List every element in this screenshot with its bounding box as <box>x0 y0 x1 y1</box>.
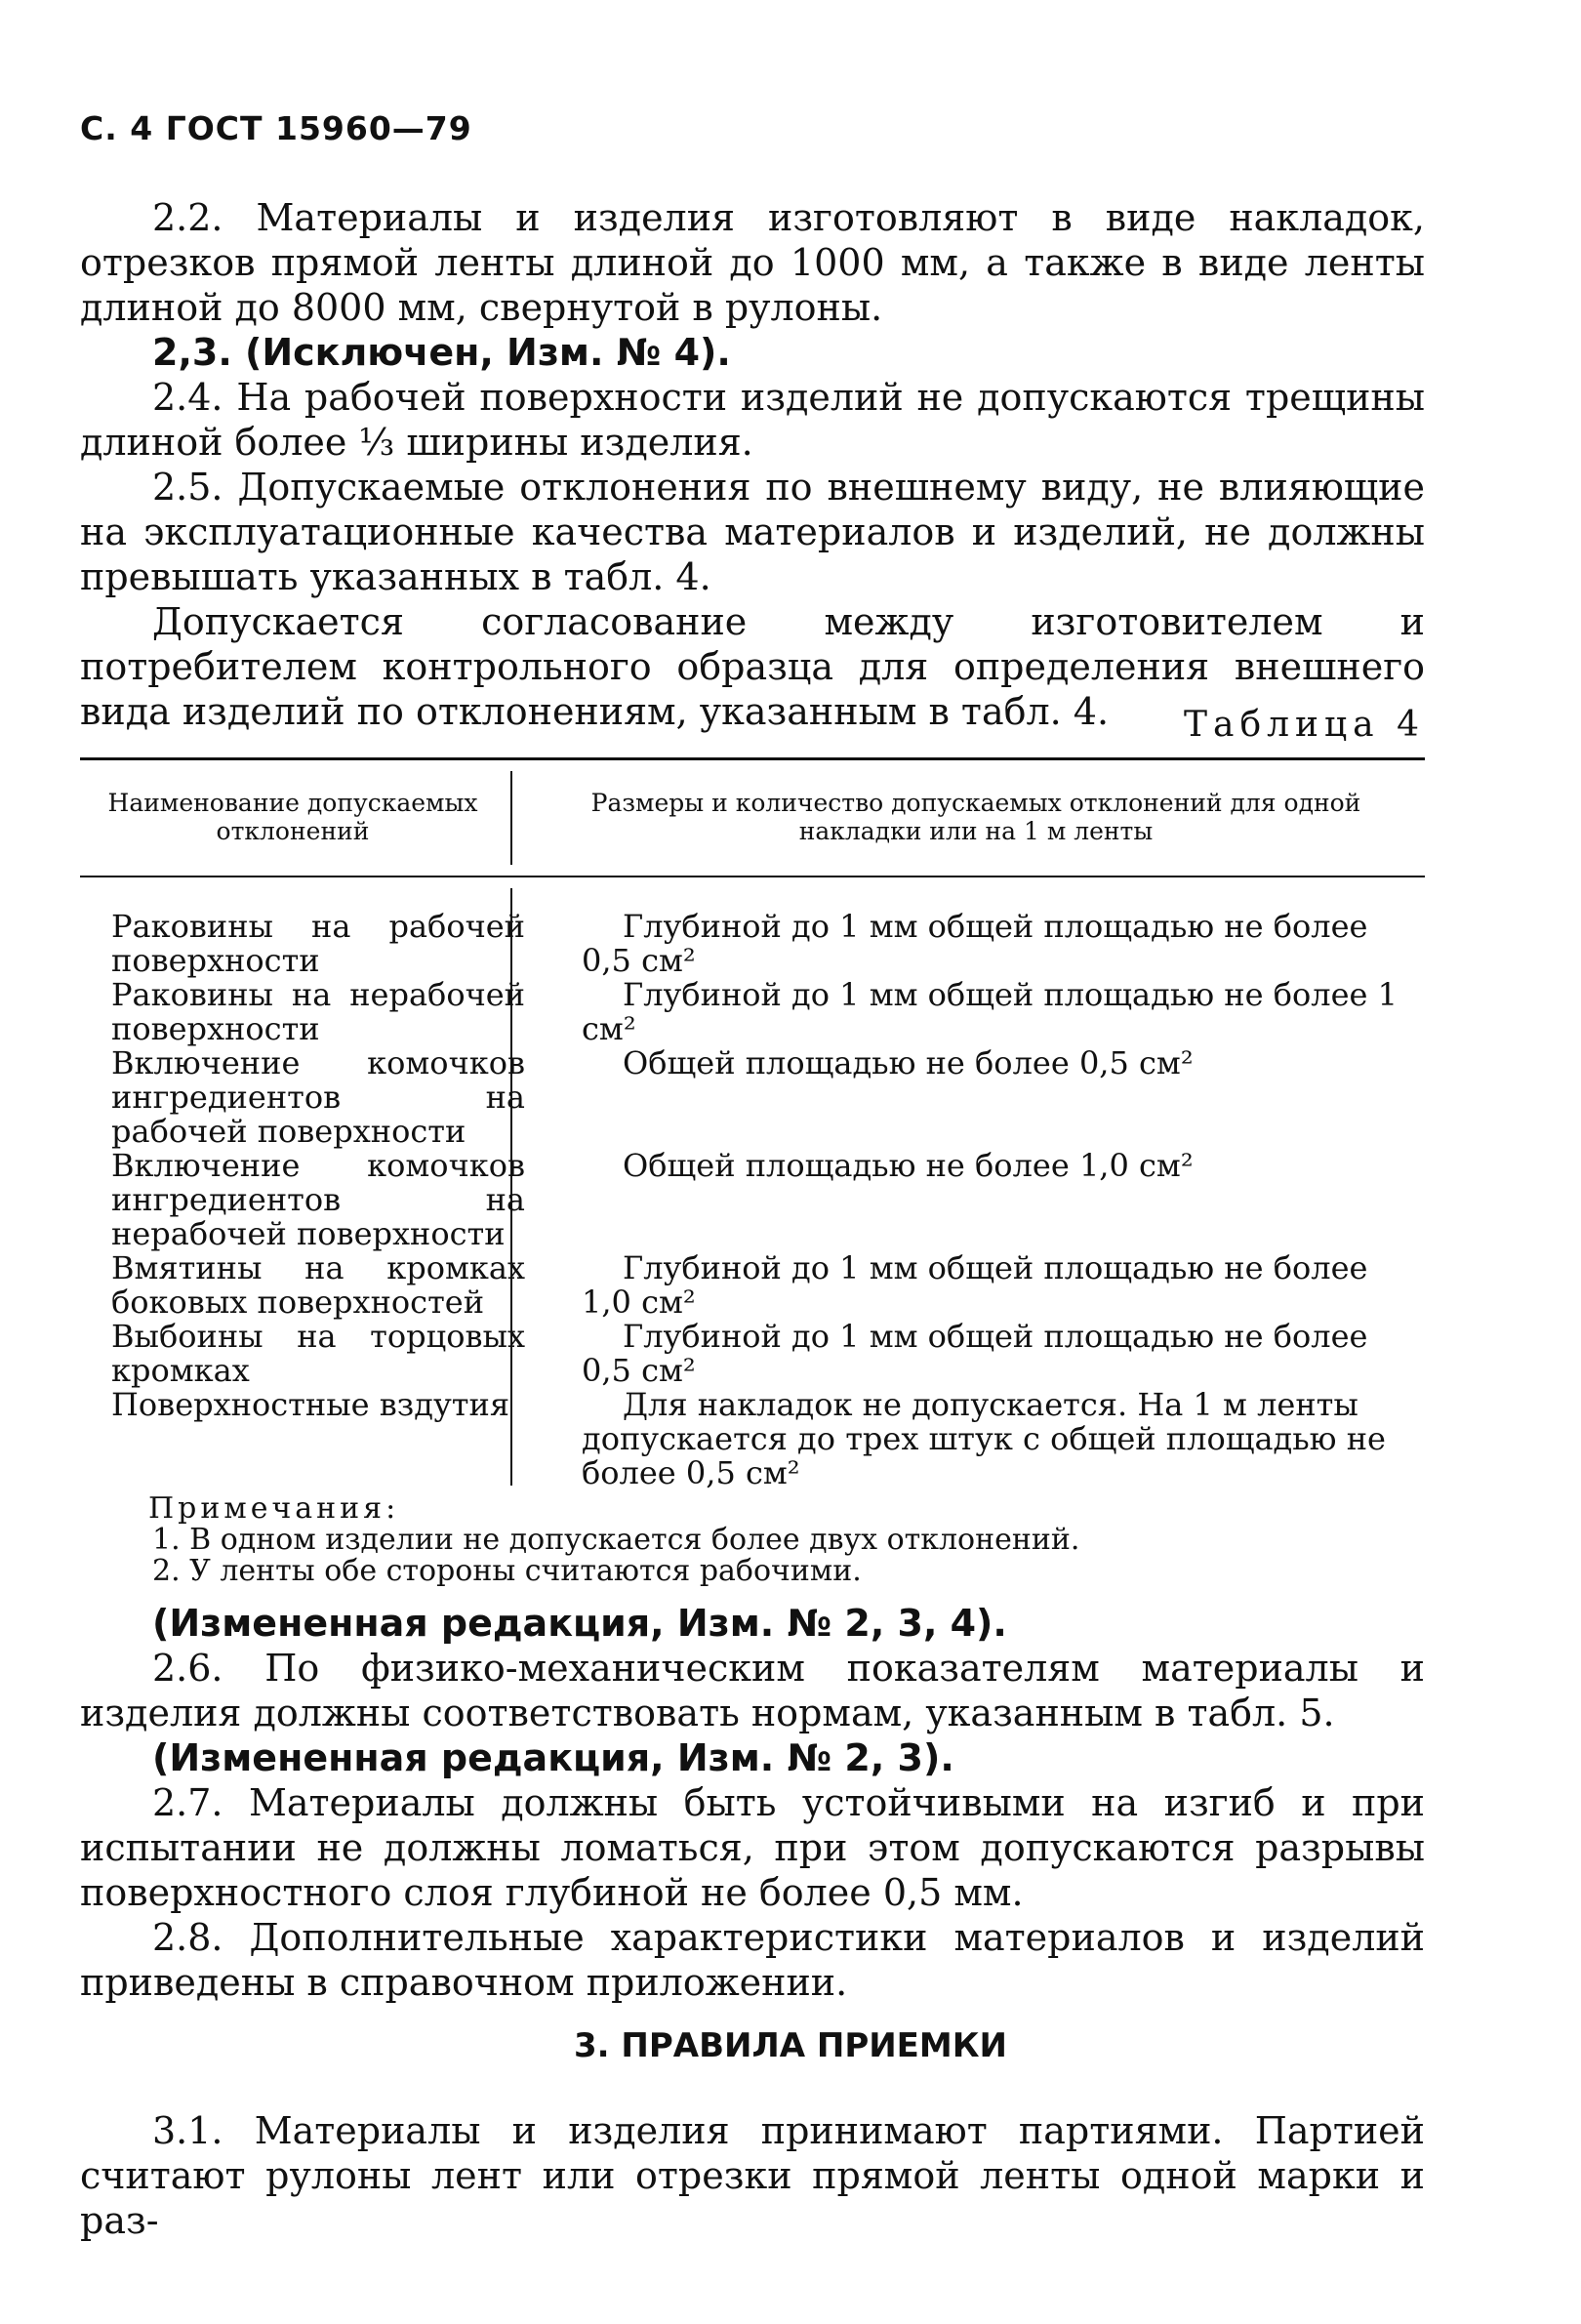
paragraph-2-6: 2.6. По физико-механическим показателям материалы и изделия должны соответствовать нормам, указанным в табл. 5. <box>80 1647 1425 1734</box>
paragraph-2-7: 2.7. Материалы должны быть устойчивыми на изгиб и при испытании не должны ломаться, при этом допускаются разрывы поверхностного слоя глубиной не более 0,5 мм. <box>80 1781 1425 1914</box>
table-cell-name: Включение комочков ингредиентов на нерабочей поверхности <box>111 1147 525 1252</box>
table-row <box>80 1149 1425 1251</box>
table-cell-value: Общей площадью не более 1,0 см² <box>623 1147 1194 1184</box>
table-cell-name: Раковины на нерабочей поверхности <box>111 976 525 1047</box>
table-cell-value: Глубиной до 1 мм общей площадью не более 1 см² <box>582 976 1398 1047</box>
note-item: 1. В одном изделии не допускается более двух отклонений. <box>152 1523 1080 1557</box>
paragraph-3-1: 3.1. Материалы и изделия принимают партиями. Партией считают рулоны лент или отрезки прямой ленты одной марки и раз- <box>80 2109 1425 2242</box>
top-text-block <box>80 195 1425 734</box>
table-top-rule <box>80 757 1425 760</box>
table-cell-name: Вмятины на кромках боковых поверхностей <box>111 1249 525 1321</box>
paragraph-2-8: 2.8. Дополнительные характеристики материалов и изделий приведены в справочном приложении. <box>80 1916 1425 2004</box>
table-notes <box>148 1493 1079 1587</box>
table-caption: Таблица 4 <box>1184 705 1425 745</box>
table-cell-name: Поверхностные вздутия <box>111 1386 509 1423</box>
paragraph-2-5: 2.5. Допускаемые отклонения по внешнему виду, не влияющие на эксплуатационные качества материалов и изделий, не должны превышать указанных в табл. 4. <box>80 466 1425 598</box>
revision-note: (Измененная редакция, Изм. № 2, 3, 4). <box>152 1602 1007 1645</box>
table-header-col2: Размеры и количество допускаемых отклонений для одной накладки или на 1 м ленты <box>590 789 1361 845</box>
table-header-rule <box>80 876 1425 877</box>
paragraph-2-3: 2,3. (Исключен, Изм. № 4). <box>152 331 731 374</box>
table-row <box>80 910 1425 978</box>
section-title: 3. ПРАВИЛА ПРИЕМКИ <box>574 2026 1007 2065</box>
note-item: 2. У ленты обе стороны считаются рабочими. <box>152 1554 862 1588</box>
table-cell-value: Общей площадью не более 0,5 см² <box>623 1044 1194 1081</box>
table-row <box>80 1046 1425 1149</box>
bottom-text-block <box>80 1601 1425 2005</box>
table-cell-value: Для накладок не допускается. На 1 м ленты допускается до трех штук с общей площадью не более 0,5 см² <box>582 1386 1386 1491</box>
table-body <box>80 910 1425 1490</box>
table-cell-value: Глубиной до 1 мм общей площадью не более 0,5 см² <box>582 1318 1368 1389</box>
table-header-divider <box>510 771 512 865</box>
table-header-col1: Наименование допускаемых отклонений <box>107 789 478 845</box>
paragraph-2-4: 2.4. На рабочей поверхности изделий не допускаются трещины длиной более ⅓ ширины изделия. <box>80 376 1425 464</box>
table-cell-name: Выбоины на торцовых кромках <box>111 1318 525 1389</box>
paragraph-2-2: 2.2. Материалы и изделия изготовляют в виде накладок, отрезков прямой ленты длиной до 1000 мм, а также в виде ленты длиной до 8000 мм, свернутой в рулоны. <box>80 196 1425 329</box>
table-row <box>80 1388 1425 1490</box>
table-cell-name: Включение комочков ингредиентов на рабочей поверхности <box>111 1044 525 1150</box>
notes-title: Примечания: <box>148 1491 400 1526</box>
table-row <box>80 978 1425 1046</box>
table-row <box>80 1251 1425 1320</box>
paragraph-2-5-note: Допускается согласование между изготовителем и потребителем контрольного образца для определения внешнего вида изделий по отклонениям, указанным в табл. 4. <box>80 600 1425 733</box>
table-cell-name: Раковины на рабочей поверхности <box>111 908 525 979</box>
page-header: С. 4 ГОСТ 15960—79 <box>80 109 472 147</box>
end-text-block <box>80 2108 1425 2243</box>
table-cell-value: Глубиной до 1 мм общей площадью не более 0,5 см² <box>582 908 1368 979</box>
table-row <box>80 1320 1425 1388</box>
table-cell-value: Глубиной до 1 мм общей площадью не более 1,0 см² <box>582 1249 1368 1321</box>
revision-note: (Измененная редакция, Изм. № 2, 3). <box>152 1736 954 1779</box>
